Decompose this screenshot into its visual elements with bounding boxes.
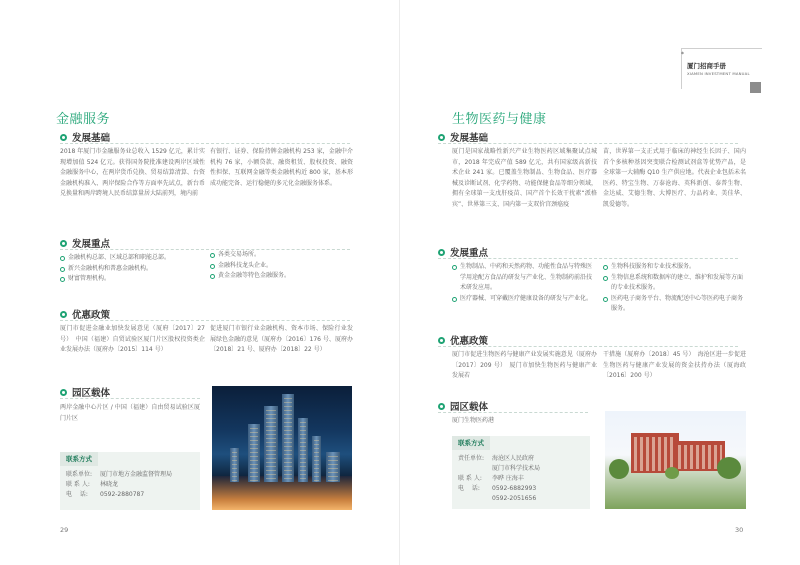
list-item: 新兴金融机构和普惠金融机构。 [60, 264, 205, 275]
heading-focus-right [438, 245, 488, 259]
contact-row: 责任单位: 海沧区人民政府 [458, 455, 535, 462]
section-title-finance: 金融服务 [56, 112, 111, 127]
divider [60, 320, 350, 321]
heading-dot-icon [438, 134, 445, 141]
contact-tag: 联系方式 [452, 436, 490, 450]
brand-title-cn: 厦门招商手册 [687, 62, 726, 70]
policy-text-col1: 厦门市促进金融业加快发展意见（厦府〔2017〕27 号） 中国（福建）自贸试验区厦门片区股权投资类企业发展办法（厦府办〔2015〕114 号） [60, 325, 205, 353]
brand-title-en: XIAMEN INVESTMENT MANUAL [687, 71, 750, 76]
park-text: 两岸金融中心片区 / 中国（福建）自由贸易试验区厦门片区 [60, 404, 200, 422]
contact-row: 电 话: 0592-2880787 [66, 491, 145, 498]
divider [438, 412, 588, 413]
page-number-left: 29 [60, 526, 69, 534]
heading-text: 发展基础 [72, 133, 111, 144]
contact-box-right [452, 436, 590, 509]
policy-text-col1: 厦门市促进生物医药与健康产业发展实施意见（厦府办〔2017〕209 号） 厦门市加快生物医药与健康产业发展若 [452, 351, 597, 379]
divider [60, 398, 200, 399]
contact-row: 厦门市科学技术局 [492, 465, 541, 472]
divider [438, 346, 738, 347]
heading-dot-icon [438, 337, 445, 344]
heading-dot-icon [60, 134, 67, 141]
policy-text-col2: 促进厦门市银行业金融机构、资本市场、保险行业发展绿色金融的意见（厦府办〔2016〕176 号、厦府办〔2018〕21 号、厦府办〔2018〕22 号） [210, 325, 353, 353]
list-item: 各类交易场所。 [210, 250, 353, 261]
contact-row: 联 系 人: 李晔 庄海丰 [458, 475, 524, 482]
heading-basis-right [438, 130, 488, 144]
section-title-biomed: 生物医药与健康 [452, 112, 547, 127]
list-item: 财富管理机构。 [60, 274, 205, 285]
list-item: 生物信息系统和数据库的建立、维护和发展等方面的专业技术服务。 [603, 273, 746, 294]
heading-text: 发展基础 [450, 133, 489, 144]
heading-text: 发展重点 [450, 248, 489, 259]
divider [60, 143, 350, 144]
basis-text-col1: 厦门是国家战略性新兴产业生物医药区域集聚试点城市，2018 年完成产值 589 亿元，共有国家级高新技术企业 241 家。已覆盖生物制品、生物食品、医疗器械及诊断试剂、化学药物、功能保健食品等细分领域，拥有全球第一支戊肝疫苗、国产首个长效干扰素“派格宾”、世界第三支、国内第一支双价宫颈癌疫 [452, 148, 597, 208]
list-item: 医药电子商务平台、物流配送中心等医药电子商务服务。 [603, 294, 746, 315]
divider [438, 258, 738, 259]
photo-xiamen-skyline [212, 386, 352, 510]
divider [438, 143, 738, 144]
heading-dot-icon [60, 240, 67, 247]
photo-biomed-park [605, 411, 746, 509]
heading-dot-icon [60, 311, 67, 318]
heading-text: 园区载体 [450, 402, 489, 413]
basis-text-col2: 苗，世界第一支正式用于临床的神经生长因子、国内首个多核种基因突变联合检测试剂盒等优势产品，是全球第一大辅酶 Q10 生产供应地。代表企业包括未名医药、特宝生物、万泰沧海、英科新创、泰普生物、金达威、艾德生物、大博医疗、力品药业、美佳华、凯爱德等。 [603, 148, 746, 208]
heading-text: 优惠政策 [72, 310, 111, 321]
contact-tag: 联系方式 [60, 452, 98, 466]
basis-text-col2: 有银行、证券、保险持牌金融机构 253 家，金融中介机构 76 家，小额贷款、融资租赁、股权投资、融资性担保、互联网金融等类金融机构近 800 家，基本形成功能完备、运行稳健的多元化金融服务体系。 [210, 148, 353, 187]
heading-policy-left [60, 307, 110, 321]
contact-row: 联系单位: 厦门市地方金融监督管理局 [66, 471, 173, 478]
brand-square [750, 82, 761, 93]
heading-basis-left [60, 130, 110, 144]
heading-text: 园区载体 [72, 388, 111, 399]
heading-text: 发展重点 [72, 239, 111, 250]
park-text: 厦门生物医药港 [452, 417, 495, 424]
heading-focus-left [60, 236, 110, 250]
heading-park-left [60, 385, 110, 399]
list-item: 医疗器械、可穿戴医疗健康设备的研发与产业化。 [452, 294, 597, 305]
heading-policy-right [438, 333, 488, 347]
heading-park-right [438, 399, 488, 413]
heading-dot-icon [438, 403, 445, 410]
heading-dot-icon [438, 249, 445, 256]
focus-list-col2 [603, 262, 746, 315]
list-item: 生物科技服务和专业技术服务。 [603, 262, 746, 273]
focus-list-col1 [452, 262, 597, 304]
page-number-right: 30 [735, 526, 744, 534]
list-item: 金融科技龙头企业。 [210, 261, 353, 272]
heading-text: 优惠政策 [450, 336, 489, 347]
basis-text-col1: 2018 年厦门市金融服务业总收入 1529 亿元，累计实现增加值 524 亿元。获得国务院批准建设两岸区域性金融服务中心，在两岸货币兑换、贸易结算清算、台资金融机构准入、两岸保险合作等方面率先试点，新台币兑换量和两岸跨境人民币结算量居大陆前列，境内前 [60, 148, 205, 197]
list-item: 黄金金融等特色金融服务。 [210, 271, 353, 282]
list-item: 生物制品、中药和天然药物、功能性食品与特殊医学用途配方食品的研发与产业化、生物制药前沿技术研发应用。 [452, 262, 597, 294]
contact-row: 联 系 人: 林晓龙 [66, 481, 119, 488]
contact-row: 电 话: 0592-6882993 [458, 485, 537, 492]
contact-row: 0592-2051656 [492, 495, 537, 502]
focus-list-col1 [60, 253, 205, 285]
brand-star: * [681, 51, 684, 58]
contact-box-left [60, 452, 200, 510]
heading-dot-icon [60, 389, 67, 396]
policy-text-col2: 干措施（厦府办〔2018〕45 号） 海沧区进一步促进生物医药与健康产业发展的资金扶持办法（厦海政〔2016〕200 号） [603, 351, 746, 379]
focus-list-col2 [210, 250, 353, 282]
list-item: 金融机构总部、区域总部和职能总部。 [60, 253, 205, 264]
